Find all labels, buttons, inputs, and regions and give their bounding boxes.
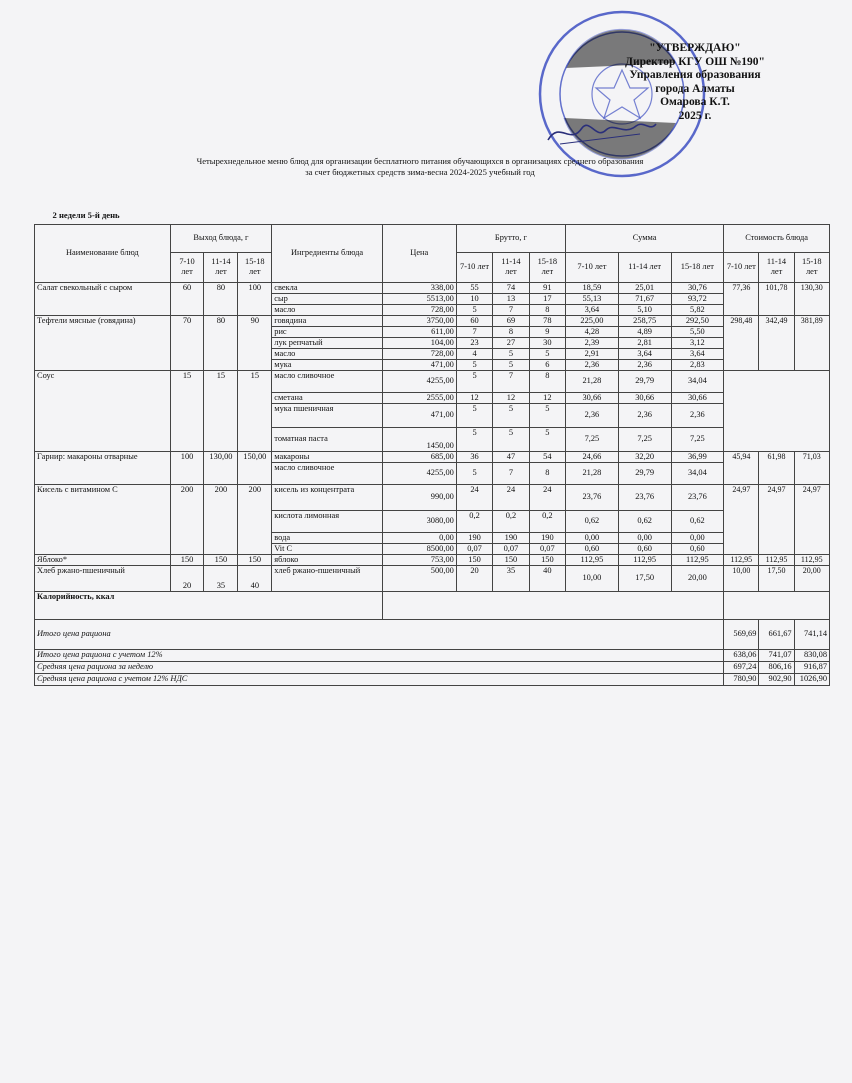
sum-cell: 0,62 [618,510,671,532]
dish-name: Яблоко* [35,554,171,565]
total-value: 1026,90 [794,673,829,685]
sum-cell: 2,83 [671,359,724,370]
ingredient-cell: масло сливочное [272,370,382,392]
yield-cell: 150 [238,554,272,565]
brutto-cell: 27 [493,337,529,348]
brutto-cell: 23 [456,337,492,348]
ingredient-cell: сыр [272,293,382,304]
sum-cell: 4,28 [566,326,619,337]
price-cell: 471,00 [382,359,456,370]
brutto-cell: 0,07 [493,543,529,554]
brutto-cell: 5 [456,427,492,451]
price-cell: 1450,00 [382,427,456,451]
sum-cell: 21,28 [566,462,619,484]
sum-cell: 112,95 [671,554,724,565]
brutto-cell: 12 [529,392,565,403]
dish-name: Гарнир: макароны отварные [35,451,171,484]
brutto-cell: 5 [456,370,492,392]
total-value: 780,90 [724,673,759,685]
ingredient-cell: лук репчатый [272,337,382,348]
dish-name: Хлеб ржано-пшеничный [35,565,171,591]
total-value: 638,06 [724,649,759,661]
sum-cell: 29,79 [618,462,671,484]
brutto-cell: 12 [493,392,529,403]
menu-table-body [35,282,830,685]
sum-cell: 3,64 [671,348,724,359]
header-sum: Сумма [566,224,724,252]
sum-cell: 0,62 [671,510,724,532]
sum-cell: 20,00 [671,565,724,591]
total-label: Итого цена рациона [35,619,724,649]
price-cell: 2555,00 [382,392,456,403]
yield-cell: 15 [204,370,238,451]
sum-cell: 2,36 [566,403,619,427]
header-age: 15-18 лет [794,252,829,282]
brutto-cell: 5 [529,348,565,359]
brutto-cell: 0,2 [493,510,529,532]
brutto-cell: 5 [456,403,492,427]
dish-name: Кисель с витамином С [35,484,171,554]
sum-cell: 5,82 [671,304,724,315]
ingredient-cell: Vit C [272,543,382,554]
header-age: 11-14 лет [759,252,794,282]
price-cell: 104,00 [382,337,456,348]
total-value: 741,14 [794,619,829,649]
brutto-cell: 5 [493,403,529,427]
brutto-cell: 7 [493,462,529,484]
yield-cell: 200 [238,484,272,554]
cost-cell: 101,78 [759,282,794,315]
brutto-cell: 6 [529,359,565,370]
sum-cell: 23,76 [671,484,724,510]
approval-line: города Алматы [655,82,735,95]
brutto-cell: 5 [529,427,565,451]
sum-cell: 3,64 [566,304,619,315]
cost-cell: 24,97 [759,484,794,554]
sum-cell: 3,12 [671,337,724,348]
sum-cell: 5,50 [671,326,724,337]
header-cost: Стоимость блюда [724,224,830,252]
sum-cell: 7,25 [566,427,619,451]
header-age: 7-10 лет [456,252,492,282]
approval-line: Управления образования [629,69,761,81]
sum-cell: 0,62 [566,510,619,532]
brutto-cell: 47 [493,451,529,462]
brutto-cell: 7 [493,370,529,392]
header-age: 15-18 лет [238,252,272,282]
header-age: 11-14 лет [618,252,671,282]
menu-table-wrapper [34,210,830,686]
brutto-cell: 5 [529,403,565,427]
cost-cell: 130,30 [794,282,829,315]
sum-cell: 2,39 [566,337,619,348]
brutto-cell: 10 [456,293,492,304]
sum-cell: 0,60 [618,543,671,554]
yield-cell: 70 [170,315,204,370]
ingredient-cell: кислота лимонная [272,510,382,532]
ingredient-cell: говядина [272,315,382,326]
brutto-cell: 35 [493,565,529,591]
dish-name: Соус [35,370,171,451]
document-title [60,156,780,178]
brutto-cell: 0,2 [529,510,565,532]
brutto-cell: 24 [456,484,492,510]
brutto-cell: 4 [456,348,492,359]
ingredient-cell: мука пшеничная [272,403,382,427]
menu-table [34,210,830,686]
brutto-cell: 8 [529,370,565,392]
header-age: 7-10 лет [170,252,204,282]
yield-cell: 150 [204,554,238,565]
header-age: 7-10 лет [724,252,759,282]
sum-cell: 112,95 [566,554,619,565]
brutto-cell: 69 [493,315,529,326]
sum-cell: 21,28 [566,370,619,392]
total-value: 830,08 [794,649,829,661]
price-cell: 8500,00 [382,543,456,554]
header-brutto: Брутто, г [456,224,565,252]
header-age: 11-14 лет [204,252,238,282]
dish-name: Салат свекольный с сыром [35,282,171,315]
brutto-cell: 24 [493,484,529,510]
yield-cell: 80 [204,282,238,315]
sum-cell: 23,76 [566,484,619,510]
brutto-cell: 5 [456,304,492,315]
brutto-cell: 30 [529,337,565,348]
sum-cell: 17,50 [618,565,671,591]
approval-line: Директор КГУ ОШ №190" [625,55,765,68]
brutto-cell: 78 [529,315,565,326]
sum-cell: 2,36 [618,359,671,370]
sum-cell: 30,66 [671,392,724,403]
header-yield: Выход блюда, г [170,224,272,252]
sum-cell: 7,25 [671,427,724,451]
brutto-cell: 91 [529,282,565,293]
sum-cell: 30,66 [566,392,619,403]
ingredient-cell: масло [272,304,382,315]
ingredient-cell: масло [272,348,382,359]
header-dish: Наименование блюд [35,224,171,282]
sum-cell: 4,89 [618,326,671,337]
total-label: Средняя цена рациона за неделю [35,661,724,673]
price-cell: 3080,00 [382,510,456,532]
sum-cell: 2,36 [671,403,724,427]
header-ingredients: Ингредиенты блюда [272,224,382,282]
ingredient-cell: рис [272,326,382,337]
ingredient-cell: хлеб ржано-пшеничный [272,565,382,591]
day-label: 2 недели 5-й день [35,210,830,224]
sum-cell: 2,81 [618,337,671,348]
total-value: 741,07 [759,649,794,661]
title-line-2: за счет бюджетных средств зима-весна 2024-2025 учебный год [305,167,535,177]
brutto-cell: 12 [456,392,492,403]
brutto-cell: 9 [529,326,565,337]
signature [540,110,660,150]
price-cell: 471,00 [382,403,456,427]
brutto-cell: 190 [529,532,565,543]
ingredient-cell: макароны [272,451,382,462]
sum-cell: 29,79 [618,370,671,392]
brutto-cell: 5 [493,348,529,359]
brutto-cell: 55 [456,282,492,293]
brutto-cell: 54 [529,451,565,462]
brutto-cell: 0,2 [456,510,492,532]
price-cell: 685,00 [382,451,456,462]
cost-cell: 24,97 [724,484,759,554]
sum-cell: 112,95 [618,554,671,565]
cost-cell: 10,00 [724,565,759,591]
sum-cell: 2,91 [566,348,619,359]
dish-name: Тефтели мясные (говядина) [35,315,171,370]
price-cell: 4255,00 [382,370,456,392]
total-label: Средняя цена рациона с учетом 12% НДС [35,673,724,685]
brutto-cell: 7 [493,304,529,315]
header-price: Цена [382,224,456,282]
sum-cell: 30,66 [618,392,671,403]
brutto-cell: 5 [456,359,492,370]
header-age: 15-18 лет [671,252,724,282]
brutto-cell: 0,07 [456,543,492,554]
cost-cell: 77,36 [724,282,759,315]
cost-cell: 112,95 [794,554,829,565]
price-cell: 728,00 [382,304,456,315]
approval-line: 2025 г. [678,109,712,122]
brutto-cell: 8 [529,462,565,484]
total-value: 697,24 [724,661,759,673]
cost-cell: 24,97 [794,484,829,554]
sum-cell: 32,20 [618,451,671,462]
ingredient-cell: мука [272,359,382,370]
cost-cell: 17,50 [759,565,794,591]
brutto-cell: 150 [529,554,565,565]
sum-cell: 93,72 [671,293,724,304]
sum-cell: 0,00 [618,532,671,543]
total-value: 661,67 [759,619,794,649]
yield-cell: 15 [238,370,272,451]
ingredient-cell: томатная паста [272,427,382,451]
sum-cell: 10,00 [566,565,619,591]
price-cell: 728,00 [382,348,456,359]
sum-cell: 225,00 [566,315,619,326]
yield-cell: 150 [170,554,204,565]
yield-cell: 150,00 [238,451,272,484]
header-age: 15-18 лет [529,252,565,282]
sum-cell: 7,25 [618,427,671,451]
ingredient-cell: свекла [272,282,382,293]
yield-cell: 20 [170,565,204,591]
sum-cell: 55,13 [566,293,619,304]
brutto-cell: 13 [493,293,529,304]
price-cell: 338,00 [382,282,456,293]
price-cell: 990,00 [382,484,456,510]
brutto-cell: 190 [456,532,492,543]
sum-cell: 34,04 [671,462,724,484]
yield-cell: 100 [170,451,204,484]
sum-cell: 36,99 [671,451,724,462]
cost-cell-empty [724,370,830,451]
sum-cell: 0,00 [671,532,724,543]
price-cell: 611,00 [382,326,456,337]
sum-cell: 0,60 [566,543,619,554]
cost-cell: 20,00 [794,565,829,591]
ingredient-cell: яблоко [272,554,382,565]
sum-cell: 25,01 [618,282,671,293]
header-age: 11-14 лет [493,252,529,282]
total-value: 902,90 [759,673,794,685]
price-cell: 3750,00 [382,315,456,326]
yield-cell: 40 [238,565,272,591]
calories-empty [382,591,724,619]
calories-label: Калорийность, ккал [35,591,383,619]
brutto-cell: 8 [529,304,565,315]
cost-cell: 112,95 [724,554,759,565]
sum-cell: 5,10 [618,304,671,315]
yield-cell: 15 [170,370,204,451]
brutto-cell: 24 [529,484,565,510]
sum-cell: 71,67 [618,293,671,304]
brutto-cell: 17 [529,293,565,304]
brutto-cell: 150 [493,554,529,565]
yield-cell: 35 [204,565,238,591]
title-line-1: Четырехнедельное меню блюд для организации бесплатного питания обучающихся в организациях среднего образования [196,156,644,166]
yield-cell: 200 [170,484,204,554]
header-age: 7-10 лет [566,252,619,282]
sum-cell: 34,04 [671,370,724,392]
ingredient-cell: вода [272,532,382,543]
yield-cell: 130,00 [204,451,238,484]
brutto-cell: 7 [456,326,492,337]
brutto-cell: 8 [493,326,529,337]
cost-cell: 381,89 [794,315,829,370]
yield-cell: 80 [204,315,238,370]
sum-cell: 23,76 [618,484,671,510]
approval-line: "УТВЕРЖДАЮ" [649,42,741,54]
ingredient-cell: масло сливочное [272,462,382,484]
price-cell: 4255,00 [382,462,456,484]
brutto-cell: 5 [456,462,492,484]
price-cell: 500,00 [382,565,456,591]
brutto-cell: 5 [493,427,529,451]
sum-cell: 2,36 [566,359,619,370]
yield-cell: 200 [204,484,238,554]
sum-cell: 0,60 [671,543,724,554]
sum-cell: 18,59 [566,282,619,293]
price-cell: 5513,00 [382,293,456,304]
price-cell: 0,00 [382,532,456,543]
total-label: Итого цена рациона с учетом 12% [35,649,724,661]
cost-cell: 61,98 [759,451,794,484]
cost-cell: 45,94 [724,451,759,484]
price-cell: 753,00 [382,554,456,565]
total-value: 806,16 [759,661,794,673]
cost-cell: 342,49 [759,315,794,370]
calories-empty [724,591,830,619]
brutto-cell: 40 [529,565,565,591]
brutto-cell: 150 [456,554,492,565]
sum-cell: 292,50 [671,315,724,326]
yield-cell: 100 [238,282,272,315]
ingredient-cell: кисель из концентрата [272,484,382,510]
yield-cell: 60 [170,282,204,315]
brutto-cell: 5 [493,359,529,370]
sum-cell: 24,66 [566,451,619,462]
yield-cell: 90 [238,315,272,370]
cost-cell: 112,95 [759,554,794,565]
brutto-cell: 190 [493,532,529,543]
approval-line: Омарова К.Т. [660,96,730,108]
sum-cell: 3,64 [618,348,671,359]
total-value: 916,87 [794,661,829,673]
total-value: 569,69 [724,619,759,649]
brutto-cell: 20 [456,565,492,591]
sum-cell: 0,00 [566,532,619,543]
cost-cell: 71,03 [794,451,829,484]
sum-cell: 30,76 [671,282,724,293]
brutto-cell: 0,07 [529,543,565,554]
brutto-cell: 74 [493,282,529,293]
sum-cell: 258,75 [618,315,671,326]
sum-cell: 2,36 [618,403,671,427]
cost-cell: 298,48 [724,315,759,370]
brutto-cell: 36 [456,451,492,462]
ingredient-cell: сметана [272,392,382,403]
brutto-cell: 60 [456,315,492,326]
